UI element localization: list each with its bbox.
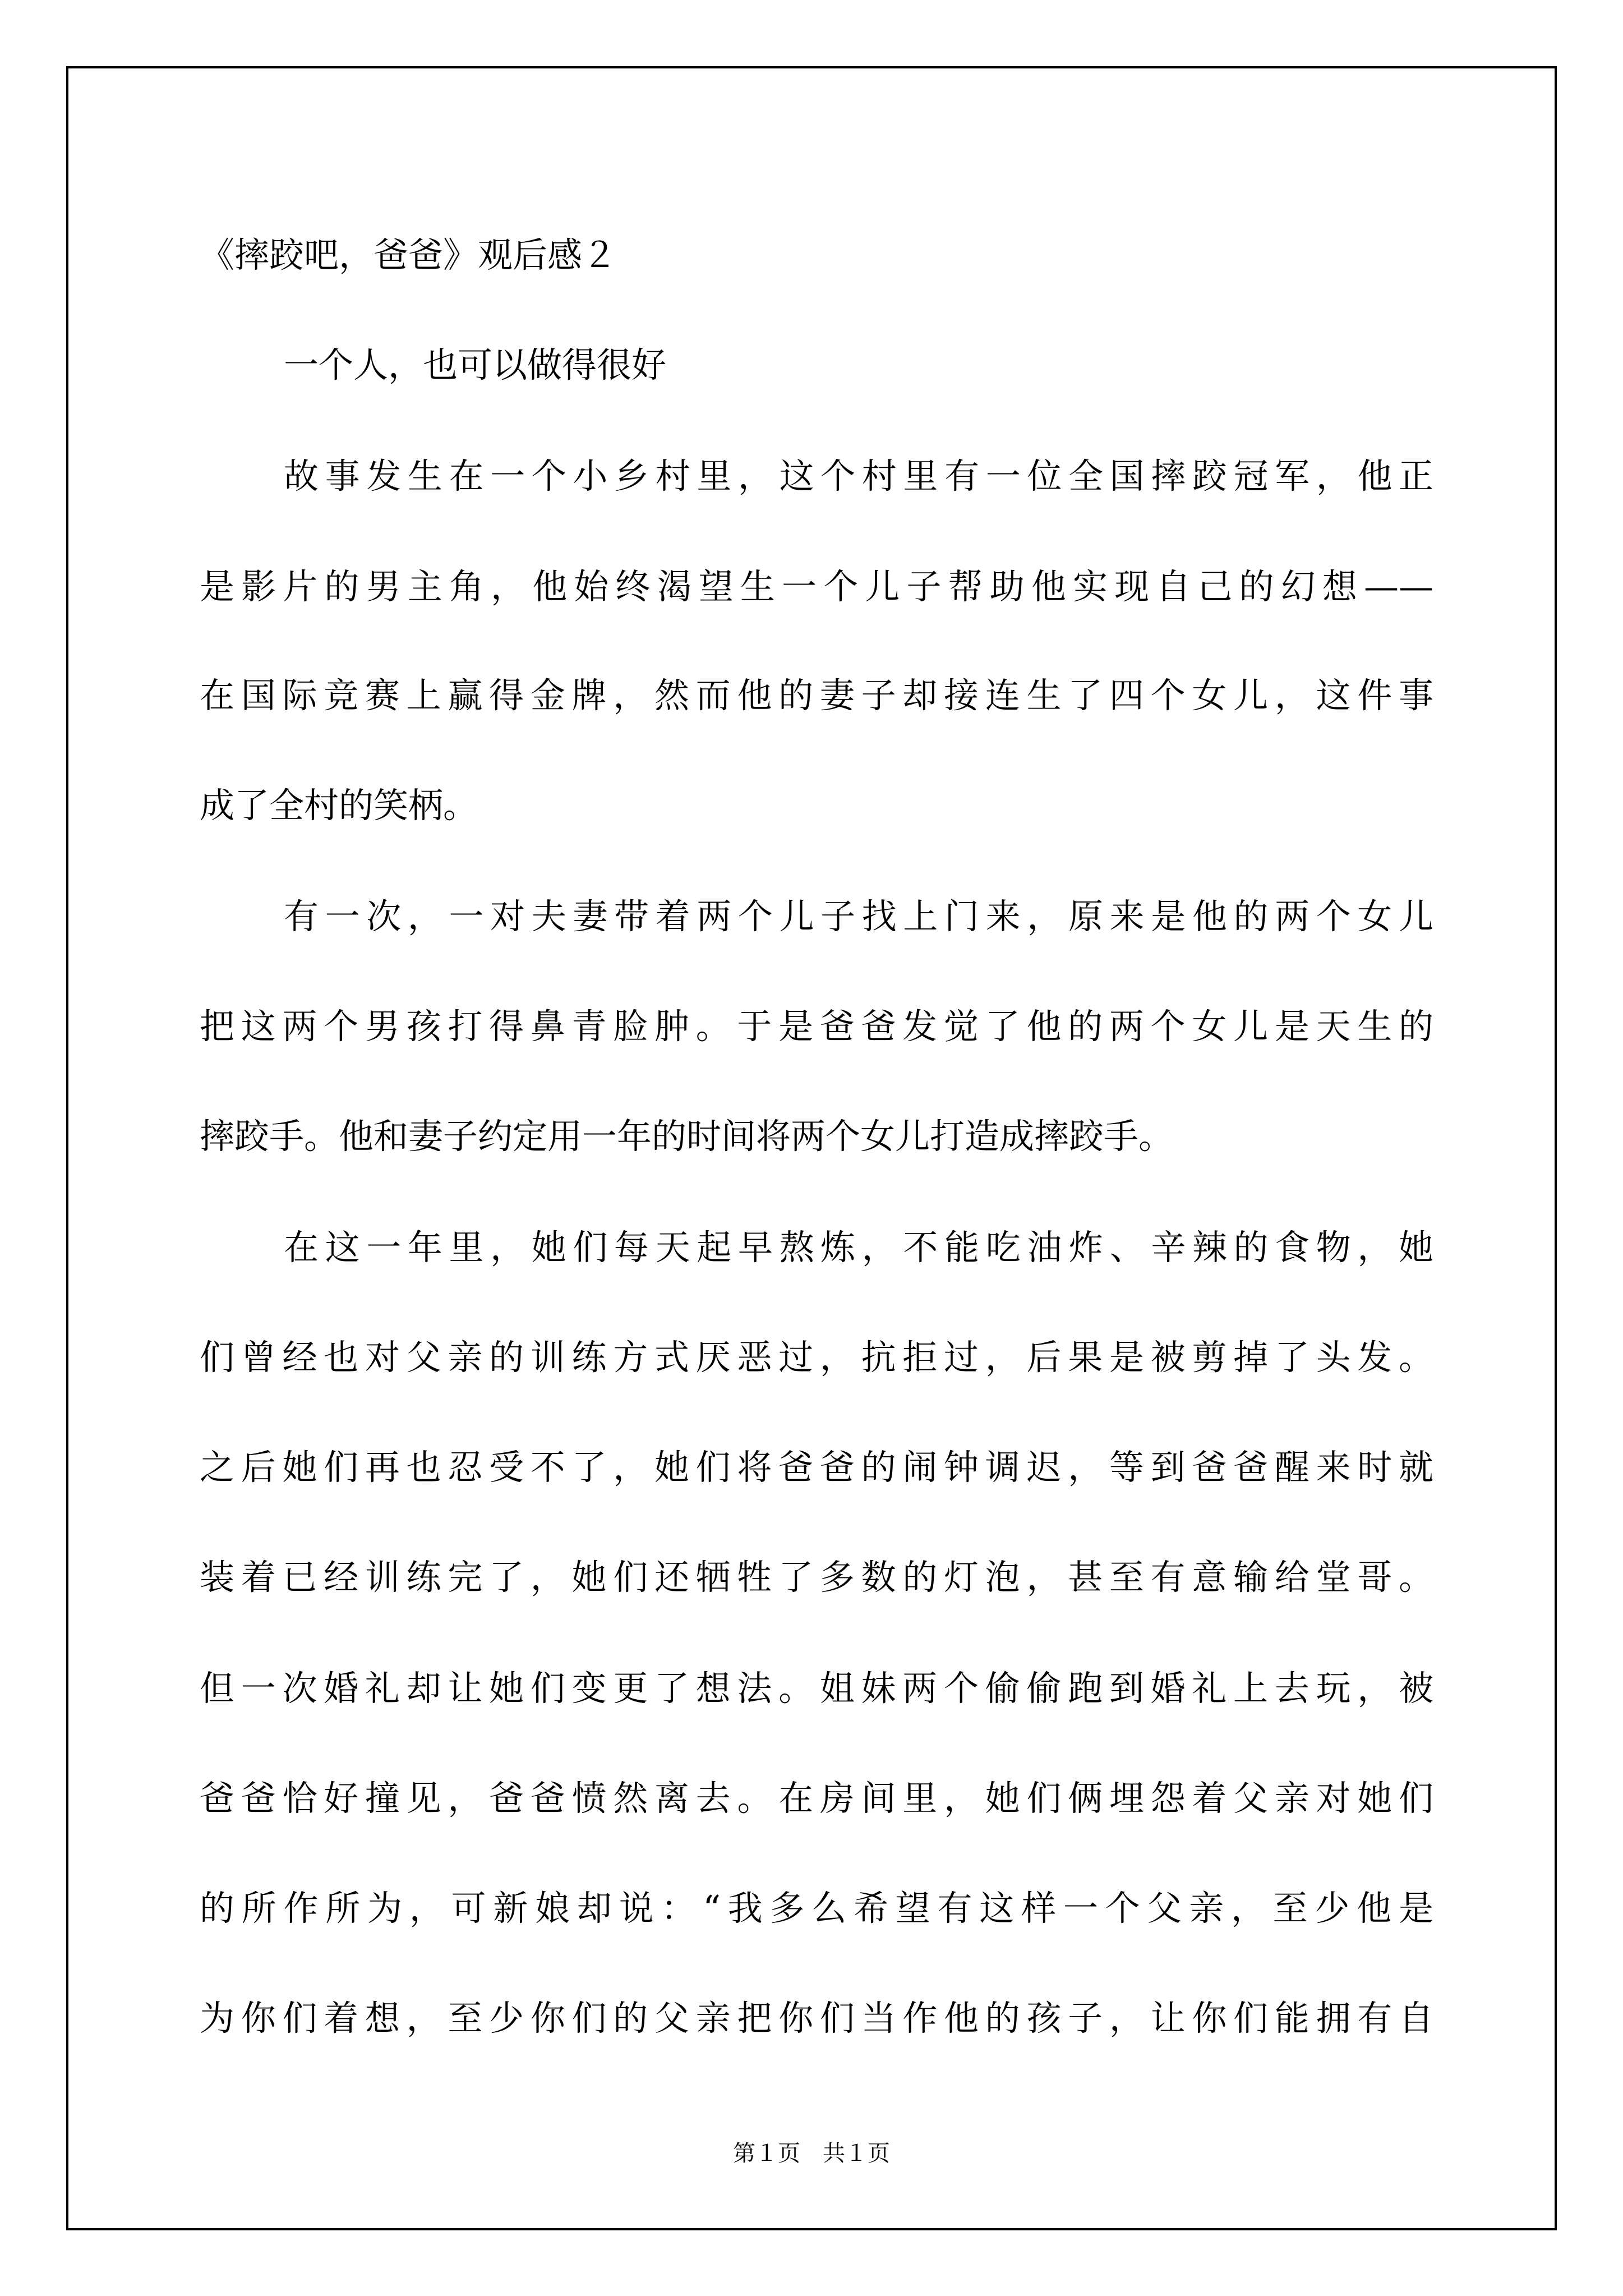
paragraph-3-line-1: 在这一年里，她们每天起早熬炼，不能吃油炸、辛辣的食物，她 bbox=[284, 1227, 1433, 1268]
paragraph-1-line-2: 是影片的男主角，他始终渴望生一个儿子帮助他实现自己的幻想—— bbox=[200, 566, 1433, 607]
paragraph-1-line-3: 在国际竞赛上赢得金牌，然而他的妻子却接连生了四个女儿，这件事 bbox=[200, 675, 1433, 716]
paragraph-3-line-3: 之后她们再也忍受不了，她们将爸爸的闹钟调迟，等到爸爸醒来时就 bbox=[200, 1447, 1433, 1488]
paragraph-3-line-8: 为你们着想，至少你们的父亲把你们当作他的孩子，让你们能拥有自 bbox=[200, 1998, 1433, 2039]
paragraph-1-line-1: 故事发生在一个小乡村里，这个村里有一位全国摔跤冠军，他正 bbox=[284, 455, 1433, 496]
paragraph-3-line-5: 但一次婚礼却让她们变更了想法。姐妹两个偷偷跑到婚礼上去玩，被 bbox=[200, 1668, 1433, 1709]
document-subtitle: 一个人，也可以做得很好 bbox=[284, 344, 667, 385]
paragraph-2-line-3: 摔跤手。他和妻子约定用一年的时间将两个女儿打造成摔跤手。 bbox=[200, 1116, 1174, 1157]
document-title: 《摔跤吧，爸爸》观后感２ bbox=[200, 234, 617, 275]
paragraph-2-line-1: 有一次，一对夫妻带着两个儿子找上门来，原来是他的两个女儿 bbox=[284, 896, 1433, 937]
paragraph-2-line-2: 把这两个男孩打得鼻青脸肿。于是爸爸发觉了他的两个女儿是天生的 bbox=[200, 1006, 1433, 1047]
paragraph-3-line-7: 的所作所为，可新娘却说：“我多么希望有这样一个父亲，至少他是 bbox=[200, 1888, 1433, 1929]
paragraph-3-line-6: 爸爸恰好撞见，爸爸愤然离去。在房间里，她们俩埋怨着父亲对她们 bbox=[200, 1778, 1433, 1819]
page-footer: 第１页 共１页 bbox=[733, 2141, 890, 2166]
paragraph-3-line-2: 们曾经也对父亲的训练方式厌恶过，抗拒过，后果是被剪掉了头发。 bbox=[200, 1337, 1433, 1378]
paragraph-1-line-4: 成了全村的笑柄。 bbox=[200, 785, 478, 826]
paragraph-3-line-4: 装着已经训练完了，她们还牺牲了多数的灯泡，甚至有意输给堂哥。 bbox=[200, 1557, 1433, 1598]
